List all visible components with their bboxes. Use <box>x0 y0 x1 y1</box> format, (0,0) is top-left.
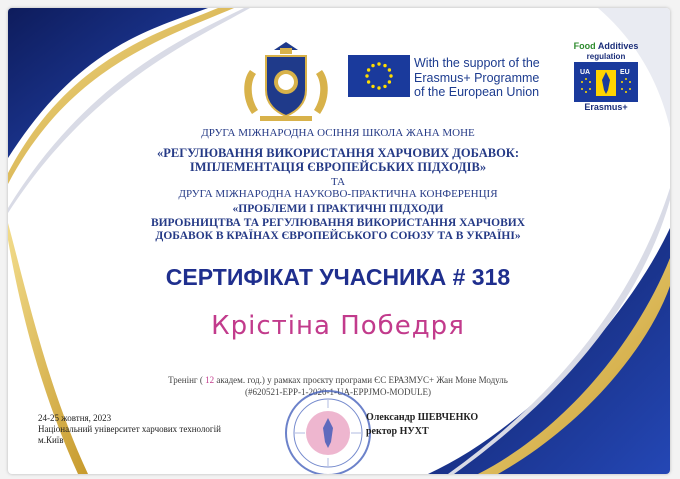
participant-name: Крістіна Победря <box>211 311 465 341</box>
signatory <box>366 411 526 439</box>
school-title-line-1: «РЕГУЛЮВАННЯ ВИКОРИСТАННЯ ХАРЧОВИХ ДОБАВОК: <box>156 146 520 160</box>
ua-eu-flag-icon <box>574 62 638 102</box>
certificate-heading: СЕРТИФІКАТ УЧАСНИКА # 318 <box>165 264 511 290</box>
food-additives-subtitle: regulation <box>586 52 626 61</box>
conjunction-text: ТА <box>330 176 346 188</box>
event-city: м.Київ <box>38 435 64 445</box>
food-additives-title <box>564 42 648 51</box>
conference-title-line-2: ВИРОБНИЦТВА ТА РЕГУЛЮВАННЯ ВИКОРИСТАННЯ ХАРЧОВИХ <box>150 216 526 229</box>
eu-label: EU <box>620 69 630 76</box>
erasmus-support-text <box>414 56 554 100</box>
eu-flag-logo <box>348 55 410 97</box>
official-seal-stamp <box>283 388 373 474</box>
university-crest-logo <box>236 40 336 124</box>
project-code: (#620521-EPP-1-2020-1-UA-EPPJMO-MODULE) <box>245 387 431 397</box>
training-hours: 12 <box>205 375 215 385</box>
conference-title-line-1: «ПРОБЛЕМИ І ПРАКТИЧНІ ПІДХОДИ <box>232 203 444 215</box>
school-line: ДРУГА МІЖНАРОДНА ОСІННЯ ШКОЛА ЖАНА МОНЕ <box>201 127 475 139</box>
additives-word: Additives <box>597 41 639 51</box>
erasmus-line-2: Erasmus+ Programme <box>414 70 540 85</box>
ua-label: UA <box>580 69 591 76</box>
training-line <box>128 374 548 386</box>
school-title <box>98 146 578 174</box>
food-additives-erasmus-label: Erasmus+ <box>584 102 628 112</box>
conference-title <box>98 203 578 244</box>
event-details <box>38 413 258 446</box>
signatory-title: ректор НУХТ <box>366 426 429 437</box>
training-prefix: Тренінг ( <box>168 375 203 385</box>
training-suffix: академ. год.) у рамках проєкту програми ЄС ЕРАЗМУС+ Жан Моне Модуль <box>216 375 508 385</box>
event-date: 24-25 жовтня, 2023 <box>38 413 112 423</box>
erasmus-line-3: of the European Union <box>414 85 540 99</box>
conference-title-line-3: ДОБАВОК В КРАЇНАХ ЄВРОПЕЙСЬКОГО СОЮЗУ ТА В УКРАЇНІ» <box>155 230 521 242</box>
food-word: Food <box>573 41 596 51</box>
conference-line: ДРУГА МІЖНАРОДНА НАУКОВО-ПРАКТИЧНА КОНФЕРЕНЦІЯ <box>178 188 498 200</box>
food-additives-logo <box>564 42 648 112</box>
certificate <box>8 8 670 474</box>
signatory-name: Олександр ШЕВЧЕНКО <box>366 412 479 423</box>
erasmus-line-1: With the support of the <box>414 56 540 70</box>
university-name: Національний університет харчових технологій <box>38 424 221 434</box>
school-title-line-2: ІМПЛЕМЕНТАЦІЯ ЄВРОПЕЙСЬКИХ ПІДХОДІВ» <box>189 160 487 174</box>
